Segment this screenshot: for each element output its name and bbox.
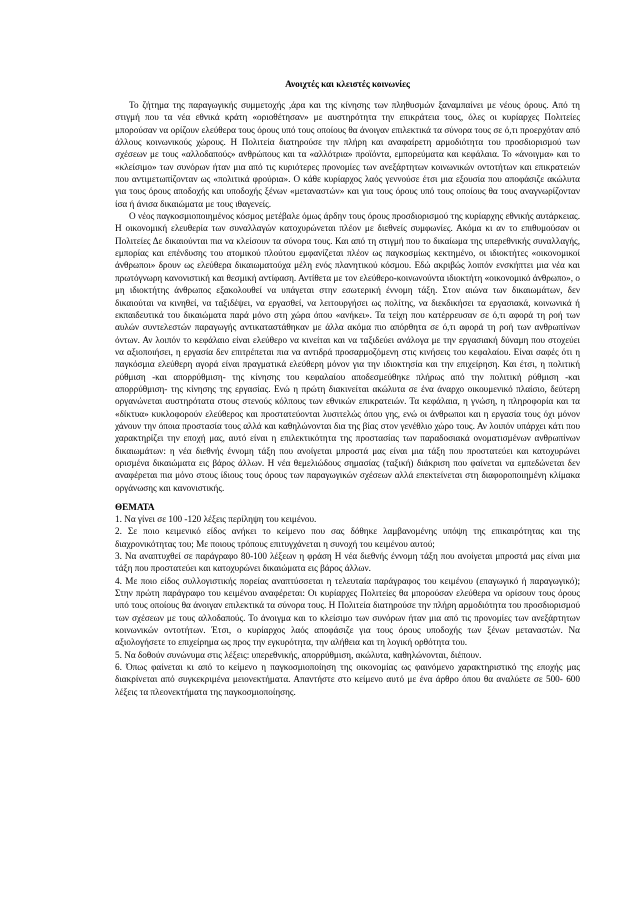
question-6: 6. Όπως φαίνεται κι από το κείμενο η παγκοσμιοποίηση της οικονομίας ως φαινόμενο χαρακτηριστικό της εποχής μας διακρίνεται από συγκεκριμένα μειονεκτήματα. Απαντήστε στο κείμενο αυτό με ένα άρθρο όπου θα αναλύετε σε 500- 600 λέξεις τα πλεονεκτήματα της παγκοσμιοποίησης. — [115, 662, 580, 697]
question-4: 4. Με ποιο είδος συλλογιστικής πορείας αναπτύσσεται η τελευταία παράγραφος του κειμένου (επαγωγικό ή παραγωγικό); Στην πρώτη παράγραφο του κειμένου αναφέρεται: Οι κυρίαρχες Πολιτείες θα μπορούσαν ελεύθερα να ορίσουν τους όρους υπό τους οποίους θα άνοιγαν επιλεκτικά τα σύνορα τους. Η Πολιτεία διατηρούσε την πλήρη αρμοδιότητα του προσδιορισμού των σχέσεων με τους αλλοδαπούς. Το άνοιγμα και το κλείσιμο των συνόρων ήταν μια από τις προνομίες των ανεξάρτητων κοινωνικών οντοτήτων. Έτσι, ο κυρίαρχος λαός αποφάσιζε για τους όρους υποδοχής των ξένων μεταναστών. Να αξιολογήσετε το επιχείρημα ως προς την εγκυρότητα, την αλήθεια και τη λογική ορθότητα του. — [115, 575, 580, 648]
body-paragraph-2: Ο νέος παγκοσμιοποιημένος κόσμος μετέβαλε όμως άρδην τους όρους προσδιορισμού της κυρίαρχης εθνικής αυτάρκειας. Η οικονομική ελευθερία των συναλλαγών κατοχυρώνεται πλέον με διεθνείς συμφωνίες. Ακόμα κι αν το επιθυμούσαν οι Πολιτείες Δε δικαιούνται πια να κλείσουν τα σύνορα τους. Και από τη στιγμή που το δικαίωμα της υπερεθνικής συναλλαγής, εμπορίας και επένδυσης του ατομικού πλούτου εμφανίζεται πλέον ως παγκοσμίως κεκτημένο, οι ιδιοκτήτες «οικονομικοί άνθρωποι» δρουν ως ελεύθερα δικαιωματούχα μέλη ενός πλανητικού κόσμου. Εδώ ακριβώς λοιπόν ενσκήπτει μια νέα και πρωτόγνωρη κανονιστική και θεσμική αντίφαση. Αντίθετα με τον ελεύθερο-κοινωνούντα ιδιοκτήτη «οικονομικό άνθρωπο», ο μη ιδιοκτήτης άνθρωπος εξακολουθεί να υπάγεται στην εσωτερική έννομη τάξη. Στον αιώνα των δικαιωμάτων, δεν δικαιούται να κινηθεί, να ταξιδέψει, να εργασθεί, να λειτουργήσει ως πολίτης, να διεκδικήσει τα εργασιακά, κοινωνικά ή εκπαιδευτικά του δικαιώματα παρά μόνο στη χώρα όπου «ανήκει». Τα τείχη που κατέρρευσαν σε ό,τι αφορά τη ροή των αυλών συντελεστών παραγωγής αντικαταστάθηκαν με άλλα ακόμα πιο απόρθητα σε ό,τι αφορά τη ροή των ανθρωπίνων όντων. Αν λοιπόν το κεφάλαιο είναι ελεύθερο να κινείται και να ταξιδεύει ανάλογα με την εργασιακή δύναμη που στοχεύει να αξιοποιήσει, η εργασία δεν επιτρέπεται πια να αντιδρά προσαρμοζόμενη στις κινήσεις του κεφαλαίου. Είναι σαφές ότι η παγκόσμια ελεύθερη αγορά είναι πραγματικά ελεύθερη μόνον για την ιδιοκτησία και την επιχείρηση. Και έτσι, η πολιτική ρύθμιση -και απορρύθμιση- της κίνησης του κεφαλαίου αποδεσμεύθηκε πλήρως από την πολιτική ρύθμιση -και απορρύθμιση- της κίνησης της εργασίας. Ενώ η πρώτη διακινείται ακώλυτα σε ένα άναρχο οικουμενικό πλαίσιο, δεύτερη οργανώνεται αυστηρότατα στους στενούς κόλπους των εθνικών επικρατειών. Τα κεφάλαια, η γνώση, η πληροφορία και τα «δίκτυα» κυκλοφορούν ελεύθερος και προστατεύονται λυσιτελώς όπου γης, ενώ οι άνθρωποι και η εργασία τους όχι μόνον χάνουν την όποια προστασία τους αλλά και καθηλώνονται δια της βίας στον γενέθλιο χώρο τους. Αν λοιπόν υπάρχει κάτι που χαρακτηρίζει την εποχή μας, αυτό είναι η επιλεκτικότητα της προστασίας των παραδοσιακά ονοματισμένων ανθρωπίνων δικαιωμάτων: η νέα διεθνής έννομη τάξη που ανοίγεται μπροστά μας είναι μια τάξη που προστατεύει και κατοχυρώνει ορισμένα δικαιώματα εις βάρος άλλων. Η νέα θεμελιώδους σημασίας (ταξική) διάκριση που φαίνεται να εμπεδώνεται δεν αναφέρεται πια μόνο στους ίδιους τους όρους των παραγωγικών σχέσεων αλλά επεκτείνεται στη διαφοροποιημένη κλίμακα οργάνωσης και κανονιστικής. — [115, 211, 580, 493]
body-paragraph-1: Το ζήτημα της παραγωγικής συμμετοχής ,άρα και της κίνησης των πληθυσμών ξαναμπαίνει με νέους όρους. Από τη στιγμή που τα νέα εθνικά κράτη «οριοθέτησαν» με αυστηρότητα την επικράτεια τους, όλες οι κυρίαρχες Πολιτείες μπορούσαν να ορίζουν ελεύθερα τους όρους υπό τους οποίους θα άνοιγαν επιλεκτικά τα σύνορα τους σε ό,τι προερχόταν από άλλους κοινωνικούς χώρους. Η Πολιτεία διατηρούσε την πλήρη και αναφαίρετη αρμοδιότητα του προσδιορισμού των σχέσεων με τους «αλλοδαπούς» ανθρώπους και τα «αλλότρια» προϊόντα, εμπορεύματα και κεφάλαια. Το «άνοιγμα» και το «κλείσιμο» των συνόρων ήταν μια από τις κυριότερες προνομίες των ανεξάρτητων κοινωνικών οντοτήτων και επικρατειών που αντιμετωπίζονταν ως «πολιτικά φρούρια». Ο κάθε κυρίαρχος λαός γεννούσε έτσι μια εξουσία που αποφάσιζε ακώλυτα για τους όρους αποδοχής και υποδοχής ξένων «μεταναστών» και για τους όρους υπό τους οποίους θα τους αναγνωρίζονταν ίσα ή άνισα δικαιώματα με τους ιθαγενείς. — [115, 100, 580, 209]
question-2: 2. Σε ποιο κειμενικό είδος ανήκει το κείμενο που σας δόθηκε λαμβανομένης υπόψη της επικαιρότητας και της διαχρονικότητας του; Με ποιους τρόπους επιτυγχάνεται η συνοχή του κειμένου αυτού; — [115, 526, 580, 549]
question-1: 1. Να γίνει σε 100 -120 λέξεις περίληψη του κειμένου. — [115, 514, 317, 524]
question-5: 5. Να δοθούν συνώνυμα στις λέξεις: υπερεθνικής, απορρύθμιση, ακώλυτα, καθηλώνονται, διέπουν. — [115, 649, 482, 660]
question-3: 3. Να αναπτυχθεί σε παράγραφο 80-100 λέξεων η φράση Η νέα διεθνής έννομη τάξη που ανοίγεται μπροστά μας είναι μια τάξη που προστατεύει και κατοχυρώνει δικαιώματα εις βάρος άλλων. — [115, 551, 580, 574]
questions-heading: ΘΕΜΑΤΑ — [115, 502, 155, 512]
document-body — [115, 99, 580, 494]
document-title: Ανοιχτές και κλειστές κοινωνίες — [285, 79, 410, 89]
questions-list — [115, 513, 580, 698]
